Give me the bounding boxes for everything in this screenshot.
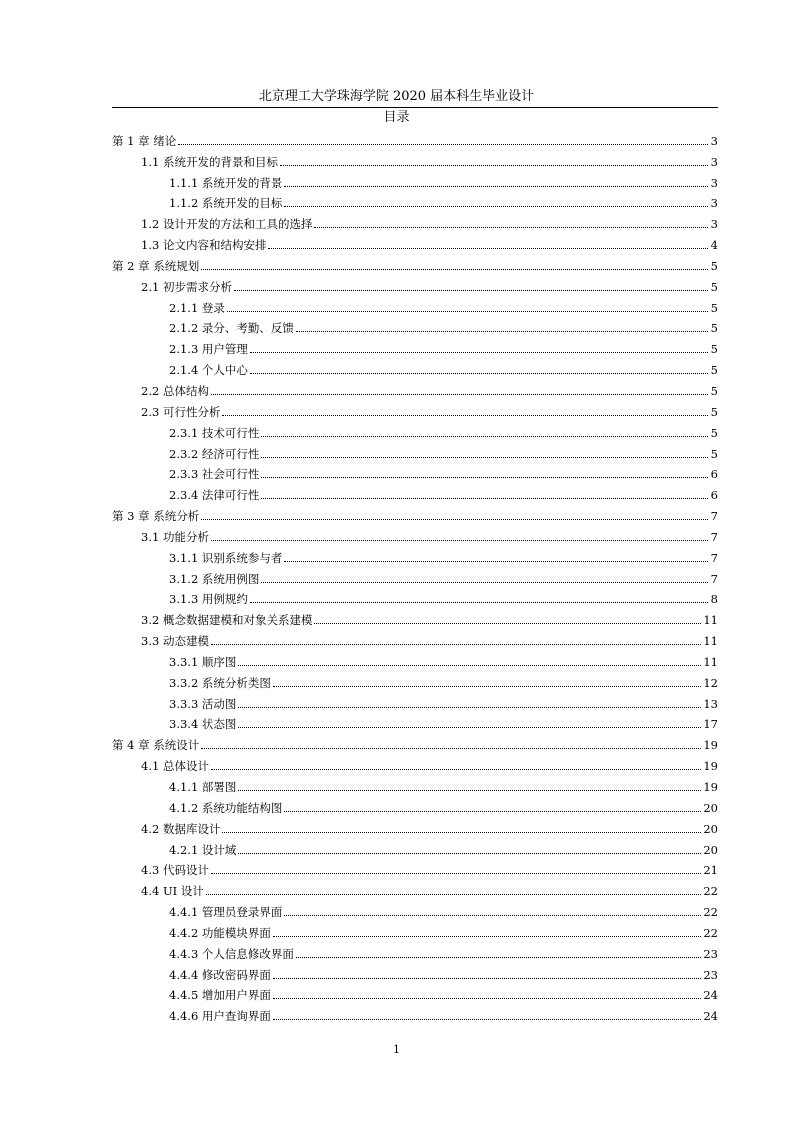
toc-entry-page: 11 [703,613,718,628]
header-rule [112,107,718,108]
toc-entry-page: 5 [710,279,718,294]
dot-leader [250,373,708,374]
toc-entry[interactable] [112,481,718,502]
toc-entry-title: 2.3.3 社会可行性 [169,467,260,482]
toc-entry-title: 2.3.4 法律可行性 [169,488,260,503]
dot-leader [273,936,701,937]
dot-leader [296,331,708,332]
dot-leader [238,853,701,854]
toc-entry-title: 2.3 可行性分析 [141,404,221,419]
dot-leader [284,561,708,562]
toc-entry-title: 第 1 章 绪论 [112,133,177,148]
toc-entry-page: 19 [703,738,718,753]
toc-entry-page: 21 [703,863,718,878]
dot-leader [201,269,708,270]
toc-entry[interactable] [112,752,718,773]
toc-entry[interactable] [112,586,718,607]
toc-entry-page: 19 [703,780,718,794]
dot-leader [261,436,708,437]
toc-entry-page: 7 [710,571,718,586]
dot-leader [222,832,701,833]
toc-entry[interactable] [112,315,718,336]
toc-entry[interactable] [112,627,718,648]
toc-entry[interactable] [112,544,718,565]
toc-entry[interactable] [112,731,718,752]
toc-entry-page: 3 [710,196,718,211]
toc-entry-title: 4.2 数据库设计 [141,821,221,836]
toc-entry[interactable] [112,523,718,544]
toc-entry[interactable] [112,294,718,315]
toc-entry[interactable] [112,836,718,857]
toc-entry-title: 1.1.2 系统开发的目标 [169,196,283,211]
dot-leader [238,790,701,791]
dot-leader [250,352,708,353]
toc-entry-title: 3.3.2 系统分析类图 [169,675,271,690]
dot-leader [261,582,708,583]
toc-entry-page: 6 [710,488,718,503]
dot-leader [280,165,708,166]
toc-entry[interactable] [112,252,718,273]
toc-entry[interactable] [112,1002,718,1023]
toc-entry-page: 12 [703,675,718,690]
dot-leader [234,290,708,291]
dot-leader [211,394,708,395]
toc-entry-page: 20 [703,821,718,836]
running-header: 北京理工大学珠海学院 2020 届本科生毕业设计 [258,89,535,104]
toc-entry-title: 3.3.4 状态图 [169,717,237,732]
toc-entry[interactable] [112,231,718,252]
toc-entry[interactable] [112,419,718,440]
dot-leader [273,978,701,979]
dot-leader [227,311,708,312]
toc-entry[interactable] [112,398,718,419]
toc-entry-title: 2.3.1 技术可行性 [169,425,260,440]
toc-entry-title: 4.4.6 用户查询界面 [169,1009,271,1024]
toc-entry-title: 4.2.1 设计域 [169,842,237,857]
toc-entry[interactable] [112,982,718,1003]
toc-entry-page: 20 [703,800,718,815]
toc-entry-title: 4.4.4 修改密码界面 [169,967,271,982]
dot-leader [284,915,701,916]
toc-entry-page: 19 [703,759,718,774]
toc-entry[interactable] [112,461,718,482]
toc-entry-page: 3 [710,133,718,148]
toc-entry[interactable] [112,565,718,586]
dot-leader [261,477,708,478]
toc-entry[interactable] [112,877,718,898]
dot-leader [296,957,701,958]
dot-leader [250,602,708,603]
toc-entry[interactable] [112,773,718,794]
toc-entry[interactable] [112,961,718,982]
toc-entry-title: 3.2 概念数据建模和对象关系建模 [141,613,313,628]
dot-leader [314,227,708,228]
toc-entry[interactable] [112,335,718,356]
dot-leader [284,186,708,187]
toc-entry-page: 3 [710,175,718,190]
toc-entry-page: 5 [710,446,718,461]
toc-entry-page: 7 [710,550,718,565]
toc-entry-page: 4 [710,238,718,253]
dot-leader [211,644,701,645]
toc-entry-title: 4.3 代码设计 [141,863,209,878]
toc-entry-title: 2.1 初步需求分析 [141,279,232,294]
toc-entry-title: 3.1.3 用例规约 [169,592,248,607]
toc-entry-title: 2.1.2 录分、考勤、反馈 [169,321,294,336]
toc-entry-title: 3.3.3 活动图 [169,696,237,711]
toc-entry-page: 5 [710,342,718,357]
toc-entry[interactable] [112,273,718,294]
toc-entry-title: 4.4.2 功能模块界面 [169,925,271,940]
toc-entry[interactable] [112,815,718,836]
toc-entry-title: 4.1.2 系统功能结构图 [169,800,283,815]
toc-entry-page: 22 [703,925,718,940]
toc-entry-title: 1.3 论文内容和结构安排 [141,238,267,253]
dot-leader [268,248,708,249]
toc-entry-page: 17 [703,717,718,732]
toc-entry-title: 4.4.3 个人信息修改界面 [169,946,294,961]
toc-entry-title: 4.4.1 管理员登录界面 [169,905,283,920]
toc-entry[interactable] [112,440,718,461]
dot-leader [261,457,708,458]
toc-entry[interactable] [112,940,718,961]
page-number: 1 [393,1043,400,1056]
toc-entry-title: 2.2 总体结构 [141,383,209,398]
dot-leader [206,894,702,895]
toc-entry[interactable] [112,669,718,690]
dot-leader [201,519,708,520]
toc-entry[interactable] [112,169,718,190]
dot-leader [314,623,701,624]
toc-entry-title: 4.4 UI 设计 [141,884,204,899]
toc-entry-page: 5 [710,404,718,419]
dot-leader [178,144,708,145]
toc-entry-page: 3 [710,217,718,232]
toc-entry[interactable] [112,648,718,669]
toc-entry-page: 3 [710,154,718,169]
toc-entry-page: 22 [703,905,718,920]
dot-leader [211,873,701,874]
dot-leader [284,811,701,812]
toc-entry[interactable] [112,711,718,732]
toc-entry[interactable] [112,210,718,231]
toc-entry-title: 3.1.2 系统用例图 [169,571,260,586]
toc-entry-page: 24 [703,1009,718,1024]
toc-entry-page: 5 [710,425,718,440]
toc-entry-title: 2.1.3 用户管理 [169,342,248,357]
toc-entry-title: 第 3 章 系统分析 [112,509,200,524]
toc-entry-page: 7 [710,529,718,544]
toc-entry-page: 20 [703,842,718,857]
toc-entry-title: 1.1.1 系统开发的背景 [169,175,283,190]
toc-entry-title: 4.4.5 增加用户界面 [169,988,271,1003]
dot-leader [261,498,708,499]
toc-entry-page: 22 [703,884,718,899]
toc-entry-page: 5 [710,383,718,398]
dot-leader [273,1019,701,1020]
dot-leader [284,206,708,207]
toc-entry-page: 24 [703,988,718,1003]
toc-entry-title: 第 2 章 系统规划 [112,258,200,273]
toc-entry-page: 23 [703,967,718,982]
toc-entry-title: 第 4 章 系统设计 [112,738,200,753]
toc-entry[interactable] [112,190,718,211]
toc-entry-title: 3.1 功能分析 [141,529,209,544]
toc-entry-title: 2.1.4 个人中心 [169,363,248,378]
toc-entry-title: 3.1.1 识别系统参与者 [169,550,283,565]
toc-entry-page: 6 [710,467,718,482]
toc-entry-page: 5 [710,300,718,315]
toc-entry-page: 11 [703,634,718,649]
toc-entry-title: 4.1.1 部署图 [169,780,237,794]
dot-leader [201,748,701,749]
toc-entry[interactable] [112,127,718,148]
dot-leader [238,707,701,708]
toc-entry-title: 3.3.1 顺序图 [169,654,237,669]
toc-entry-page: 5 [710,363,718,378]
dot-leader [211,769,701,770]
toc-entry-title: 1.2 设计开发的方法和工具的选择 [141,217,313,232]
toc-entry-page: 8 [710,592,718,607]
toc-entry-title: 4.1 总体设计 [141,759,209,774]
toc-entry[interactable] [112,794,718,815]
toc-entry[interactable] [112,857,718,878]
dot-leader [238,665,701,666]
toc-entry[interactable] [112,356,718,377]
toc-title: 目录 [383,110,410,125]
toc-entry[interactable] [112,606,718,627]
dot-leader [211,540,708,541]
toc-entry-page: 13 [703,696,718,711]
toc-entry-page: 5 [710,321,718,336]
toc-entry-page: 23 [703,946,718,961]
toc-entry[interactable] [112,919,718,940]
toc-entry-title: 1.1 系统开发的背景和目标 [141,154,278,169]
dot-leader [273,998,701,999]
toc-entry-title: 2.3.2 经济可行性 [169,446,260,461]
toc-entry-page: 11 [703,654,718,669]
toc-entry-title: 3.3 动态建模 [141,634,209,649]
toc-entry[interactable] [112,377,718,398]
dot-leader [238,727,701,728]
toc-entry[interactable] [112,502,718,523]
toc-entry-page: 5 [710,258,718,273]
toc-entry[interactable] [112,898,718,919]
toc-entry[interactable] [112,690,718,711]
toc-entry[interactable] [112,148,718,169]
table-of-contents [112,127,718,1023]
toc-entry-title: 2.1.1 登录 [169,300,225,315]
toc-entry-page: 7 [710,509,718,524]
dot-leader [222,415,708,416]
dot-leader [273,686,701,687]
